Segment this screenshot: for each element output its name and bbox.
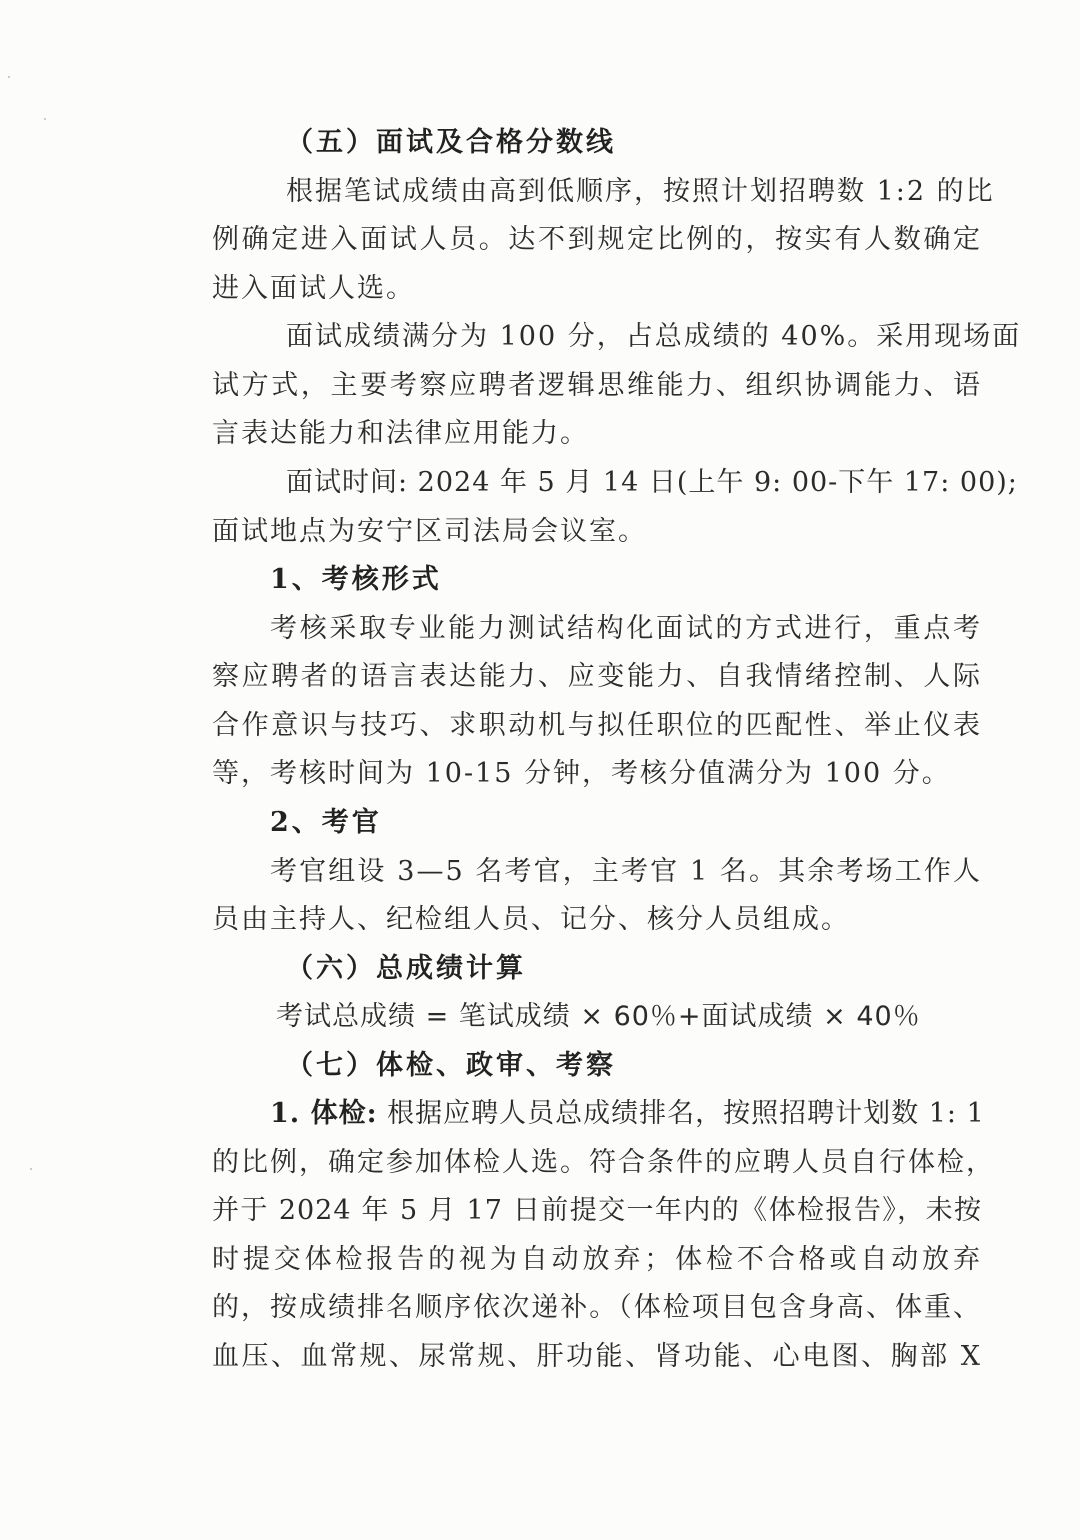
scan-speck: [30, 1168, 32, 1170]
total-score-formula: 考试总成绩 = 笔试成绩 × 60％+面试成绩 × 40％: [276, 1001, 921, 1032]
section-heading-5: （五）面试及合格分数线: [286, 127, 616, 158]
paragraph-line: 面试成绩满分为 100 分，占总成绩的 40%。采用现场面: [286, 321, 1022, 352]
section-heading-7: （七）体检、政审、考察: [286, 1050, 616, 1081]
paragraph-line: 根据笔试成绩由高到低顺序，按照计划招聘数 1:2 的比: [286, 176, 995, 207]
paragraph-line: 进入面试人选。: [212, 273, 415, 304]
paragraph-line: 言表达能力和法律应用能力。: [212, 418, 589, 449]
section-heading-6: （六）总成绩计算: [286, 953, 526, 984]
paragraph-line: 例确定进入面试人员。达不到规定比例的，按实有人数确定: [212, 224, 982, 255]
paragraph-line: 时提交体检报告的视为自动放弃；体检不合格或自动放弃: [212, 1244, 982, 1275]
subsection-heading-2: 2、考官: [270, 807, 382, 838]
paragraph-line: 的，按成绩排名顺序依次递补。（体检项目包含身高、体重、: [212, 1292, 982, 1323]
paragraph-line: [270, 1097, 985, 1131]
paragraph-line: 血压、血常规、尿常规、肝功能、肾功能、心电图、胸部 X: [212, 1341, 982, 1372]
paragraph-line: 察应聘者的语言表达能力、应变能力、自我情绪控制、人际: [212, 661, 982, 692]
paragraph-line: 的比例，确定参加体检人选。符合条件的应聘人员自行体检，: [212, 1147, 995, 1178]
paragraph-line: 考官组设 3—5 名考官，主考官 1 名。其余考场工作人: [270, 856, 982, 887]
paragraph-line: 试方式，主要考察应聘者逻辑思维能力、组织协调能力、语: [212, 370, 982, 401]
scan-speck: [8, 76, 10, 78]
paragraph-line: 并于 2024 年 5 月 17 日前提交一年内的《体检报告》，未按: [212, 1195, 982, 1226]
subsection-heading-1: 1、考核形式: [270, 564, 442, 595]
paragraph-line: 面试地点为安宁区司法局会议室。: [212, 516, 647, 547]
paragraph-line: 员由主持人、纪检组人员、记分、核分人员组成。: [212, 904, 850, 935]
paragraph-line: 合作意识与技巧、求职动机与拟任职位的匹配性、举止仪表: [212, 710, 982, 741]
paragraph-line: 等，考核时间为 10-15 分钟，考核分值满分为 100 分。: [212, 758, 951, 789]
scan-speck: [44, 118, 46, 120]
paragraph-text: 根据应聘人员总成绩排名，按照招聘计划数 1: 1: [377, 1098, 985, 1129]
paragraph-line: 考核采取专业能力测试结构化面试的方式进行，重点考: [270, 613, 982, 644]
paragraph-line: 面试时间: 2024 年 5 月 14 日(上午 9: 00-下午 17: 00);: [286, 467, 1018, 498]
physical-exam-label: 1. 体检:: [270, 1098, 378, 1129]
